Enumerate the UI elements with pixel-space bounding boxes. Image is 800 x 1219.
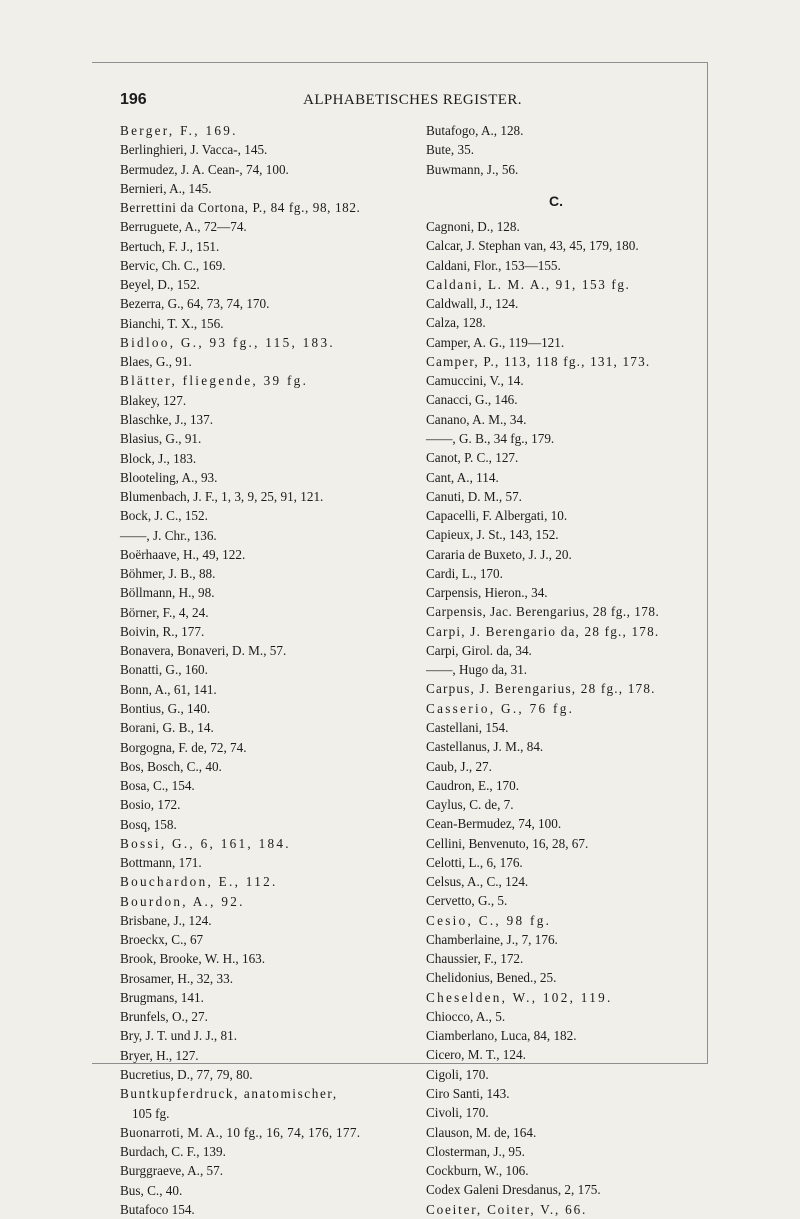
index-entry: Camper, P., 113, 118 fg., 131, 173. xyxy=(426,353,651,369)
index-entry: Cant, A., 114. xyxy=(426,469,499,485)
index-entry: Cigoli, 170. xyxy=(426,1066,489,1082)
index-entry: Cheselden, W., 102, 119. xyxy=(426,989,613,1005)
index-entry-continuation: 105 fg. xyxy=(132,1105,170,1121)
index-entry: Bontius, G., 140. xyxy=(120,700,211,716)
index-entry: Bonn, A., 61, 141. xyxy=(120,681,217,697)
index-entry: Bianchi, T. X., 156. xyxy=(120,315,224,331)
index-entry: Cervetto, G., 5. xyxy=(426,893,508,909)
index-entry: Berger, F., 169. xyxy=(120,123,238,138)
index-entry: Bus, C., 40. xyxy=(120,1182,183,1198)
index-entry: Capieux, J. St., 143, 152. xyxy=(426,527,559,543)
index-entry: Carpus, J. Berengarius, 28 fg., 178. xyxy=(426,681,656,697)
index-entry: Boërhaave, H., 49, 122. xyxy=(120,546,246,562)
index-entry: Closterman, J., 95. xyxy=(426,1143,525,1159)
index-entry: Blumenbach, J. F., 1, 3, 9, 25, 91, 121. xyxy=(120,489,324,505)
index-entry: ——, J. Chr., 136. xyxy=(120,527,217,543)
index-entry: Cean-Bermudez, 74, 100. xyxy=(426,816,562,832)
page-header xyxy=(120,91,705,113)
index-entry: Brunfels, O., 27. xyxy=(120,1009,208,1025)
index-entry: Bryer, H., 127. xyxy=(120,1047,199,1063)
index-entry: Cagnoni, D., 128. xyxy=(426,219,520,235)
index-entry: Caldani, Flor., 153—155. xyxy=(426,257,561,273)
index-entry: Burdach, C. F., 139. xyxy=(120,1144,226,1160)
index-entry: Civoli, 170. xyxy=(426,1105,489,1121)
running-title: ALPHABETISCHES REGISTER. xyxy=(303,92,522,108)
index-entry: Borani, G. B., 14. xyxy=(120,720,214,736)
index-entry: Cararia de Buxeto, J. J., 20. xyxy=(426,546,572,562)
index-entry: Brugmans, 141. xyxy=(120,989,204,1005)
index-entry: Carpi, J. Berengario da, 28 fg., 178. xyxy=(426,623,660,639)
index-entry: ——, Hugo da, 31. xyxy=(426,662,528,678)
index-entry: Bute, 35. xyxy=(426,142,474,158)
index-entry: Bossi, G., 6, 161, 184. xyxy=(120,835,291,851)
index-entry: Coeiter, Coiter, V., 66. xyxy=(426,1201,588,1217)
index-entry: Cesio, C., 98 fg. xyxy=(426,912,552,928)
index-entry: Buntkupferdruck, anatomischer, xyxy=(120,1086,338,1102)
index-entry: Cellini, Benvenuto, 16, 28, 67. xyxy=(426,835,589,851)
index-entry: Butafoco 154. xyxy=(120,1201,195,1217)
index-entry: Bidloo, G., 93 fg., 115, 183. xyxy=(120,334,335,350)
index-entry: Ciamberlano, Luca, 84, 182. xyxy=(426,1028,577,1044)
index-entry: Clauson, M. de, 164. xyxy=(426,1124,537,1140)
index-entry: Buwmann, J., 56. xyxy=(426,161,519,177)
index-entry: Bos, Bosch, C., 40. xyxy=(120,758,222,774)
index-entry: Brook, Brooke, W. H., 163. xyxy=(120,951,266,967)
index-entry: Capacelli, F. Albergati, 10. xyxy=(426,508,568,524)
index-entry: Bermudez, J. A. Cean-, 74, 100. xyxy=(120,161,289,177)
index-entry: Caldwall, J., 124. xyxy=(426,296,519,312)
index-entry: Blätter, fliegende, 39 fg. xyxy=(120,373,309,389)
index-entry: Bezerra, G., 64, 73, 74, 170. xyxy=(120,296,270,312)
index-entry: Beyel, D., 152. xyxy=(120,277,200,293)
index-entry: Blaschke, J., 137. xyxy=(120,411,214,427)
index-entry: Butafogo, A., 128. xyxy=(426,123,524,138)
index-entry: Blooteling, A., 93. xyxy=(120,469,218,485)
index-entry: Boivin, R., 177. xyxy=(120,623,205,639)
index-column-right xyxy=(426,121,711,1219)
index-entry: Bourdon, A., 92. xyxy=(120,893,245,909)
index-entry: Blakey, 127. xyxy=(120,392,187,408)
index-entry: Brisbane, J., 124. xyxy=(120,912,212,928)
index-entry: Cardi, L., 170. xyxy=(426,565,503,581)
index-entry: Chelidonius, Bened., 25. xyxy=(426,970,557,986)
index-entry: Berlinghieri, J. Vacca-, 145. xyxy=(120,142,268,158)
index-entry: Bonatti, G., 160. xyxy=(120,662,208,678)
index-entry: Camuccini, V., 14. xyxy=(426,373,524,389)
index-entry: Cockburn, W., 106. xyxy=(426,1163,529,1179)
index-entry: Caub, J., 27. xyxy=(426,758,492,774)
page-number: 196 xyxy=(120,91,147,108)
index-entry: Chaussier, F., 172. xyxy=(426,951,524,967)
index-entry: Celsus, A., C., 124. xyxy=(426,874,529,890)
index-entry: Carpensis, Jac. Berengarius, 28 fg., 178. xyxy=(426,604,660,620)
index-entry: Börner, F., 4, 24. xyxy=(120,604,209,620)
index-entry: Bonavera, Bonaveri, D. M., 57. xyxy=(120,643,287,659)
index-entry: Casserio, G., 76 fg. xyxy=(426,700,575,716)
index-entry: Camper, A. G., 119—121. xyxy=(426,334,565,350)
index-entry: Caylus, C. de, 7. xyxy=(426,797,514,813)
index-entry: Chamberlaine, J., 7, 176. xyxy=(426,931,558,947)
index-entry: Bock, J. C., 152. xyxy=(120,508,208,524)
index-entry: Castellanus, J. M., 84. xyxy=(426,739,544,755)
index-entry: Bertuch, F. J., 151. xyxy=(120,238,220,254)
index-entry: Chiocco, A., 5. xyxy=(426,1008,506,1024)
index-entry: Bervic, Ch. C., 169. xyxy=(120,257,226,273)
index-entry: Böllmann, H., 98. xyxy=(120,585,215,601)
index-entry: Borgogna, F. de, 72, 74. xyxy=(120,739,247,755)
index-entry: Carpensis, Hieron., 34. xyxy=(426,585,548,601)
index-entry: Brosamer, H., 32, 33. xyxy=(120,970,234,986)
index-entry: Block, J., 183. xyxy=(120,450,197,466)
index-entry: ——, G. B., 34 fg., 179. xyxy=(426,430,555,446)
index-entry: Bernieri, A., 145. xyxy=(120,180,212,196)
index-entry: Carpi, Girol. da, 34. xyxy=(426,642,532,658)
index-entry: Bosq, 158. xyxy=(120,816,177,832)
index-entry: Böhmer, J. B., 88. xyxy=(120,566,216,582)
index-entry: Bry, J. T. und J. J., 81. xyxy=(120,1028,237,1044)
index-entry: Calcar, J. Stephan van, 43, 45, 179, 180. xyxy=(426,238,639,254)
index-entry: Caldani, L. M. A., 91, 153 fg. xyxy=(426,276,631,292)
index-entry: Blaes, G., 91. xyxy=(120,354,192,370)
index-entry: Codex Galeni Dresdanus, 2, 175. xyxy=(426,1182,601,1198)
index-entry: Berruguete, A., 72—74. xyxy=(120,219,247,235)
index-entry: Blasius, G., 91. xyxy=(120,431,202,447)
index-entry: Calza, 128. xyxy=(426,315,486,331)
index-entry: Caudron, E., 170. xyxy=(426,777,520,793)
index-entry: Ciro Santi, 143. xyxy=(426,1086,510,1102)
index-entry: Cicero, M. T., 124. xyxy=(426,1047,526,1063)
index-entry: Broeckx, C., 67 xyxy=(120,932,204,948)
index-entry: Burggraeve, A., 57. xyxy=(120,1163,224,1179)
index-entry: Bucretius, D., 77, 79, 80. xyxy=(120,1067,253,1083)
index-entry: Bouchardon, E., 112. xyxy=(120,874,278,890)
index-entry: Bottmann, 171. xyxy=(120,855,202,871)
index-column-left xyxy=(120,121,405,1219)
index-entry: Bosa, C., 154. xyxy=(120,778,195,794)
index-entry: Berrettini da Cortona, P., 84 fg., 98, 182. xyxy=(120,200,361,216)
index-entry: Celotti, L., 6, 176. xyxy=(426,854,523,870)
index-entry: Buonarroti, M. A., 10 fg., 16, 74, 176, 177. xyxy=(120,1124,361,1140)
index-entry: Canano, A. M., 34. xyxy=(426,411,527,427)
section-letter-heading: C. xyxy=(549,192,563,209)
index-entry: Bosio, 172. xyxy=(120,797,181,813)
index-entry: Canacci, G., 146. xyxy=(426,392,518,408)
index-entry: Castellani, 154. xyxy=(426,719,509,735)
index-entry: Canot, P. C., 127. xyxy=(426,450,519,466)
index-entry: Canuti, D. M., 57. xyxy=(426,488,522,504)
